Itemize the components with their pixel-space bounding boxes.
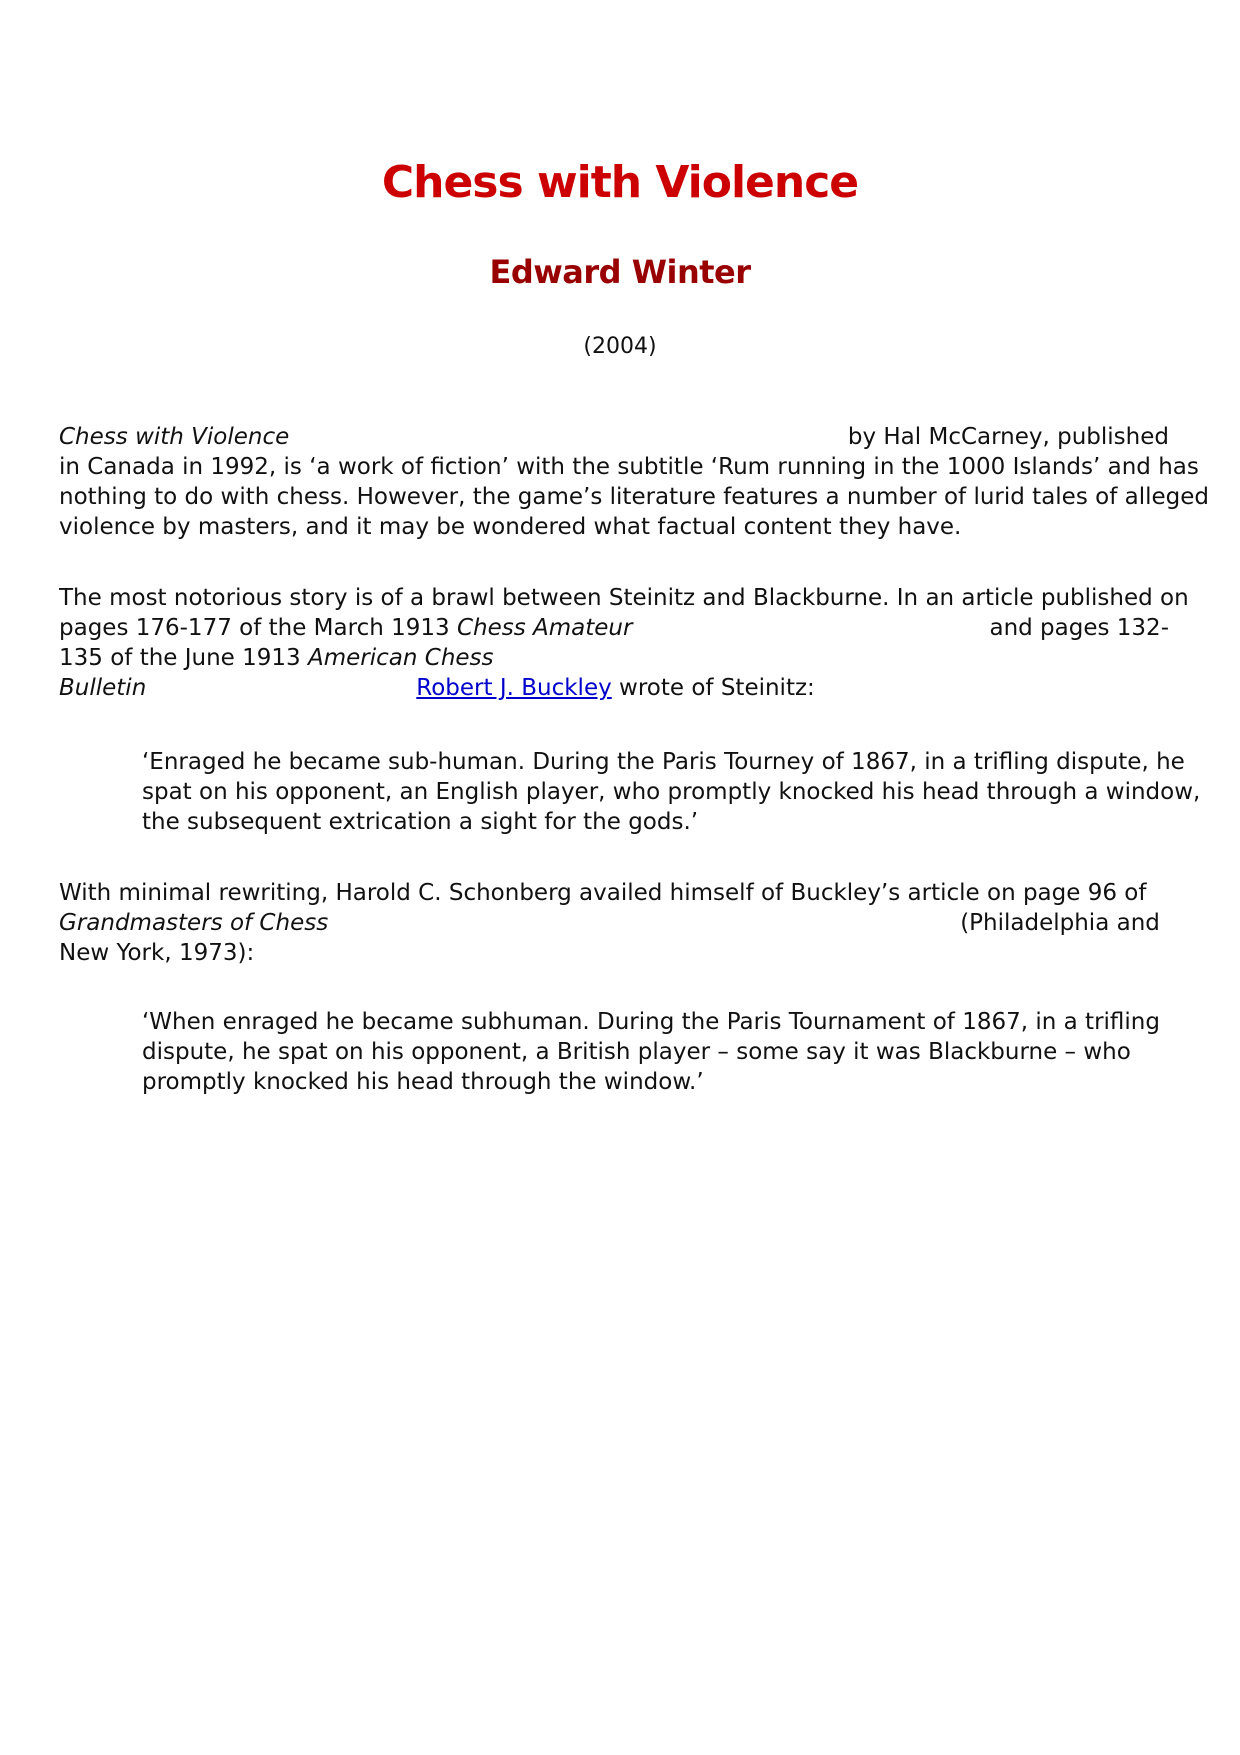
brawl-line-4 (59, 673, 1169, 703)
author-name: Edward Winter (489, 253, 751, 291)
brawl-line-2-left (59, 613, 632, 643)
document-title: Chess with Violence (381, 157, 859, 208)
intro-line-4: violence by masters, and it may be wondered what factual content they have. (59, 514, 962, 540)
paragraph-schonberg (59, 878, 1169, 968)
bulletin-italic: Bulletin (59, 675, 147, 701)
quote1-line-2: spat on his opponent, an English player, who promptly knocked his head through a window, (142, 779, 1201, 805)
brawl-line-4-right: wrote of Steinitz: (611, 675, 815, 701)
intro-line-3: nothing to do with chess. However, the game’s literature features a number of lurid tales of alleged (59, 484, 1209, 510)
intro-line-2: in Canada in 1992, is ‘a work of fiction’ with the subtitle ‘Rum running in the 1000 Islands’ and has (59, 454, 1199, 480)
publication-year: (2004) (583, 334, 657, 359)
quote2-line-3: promptly knocked his head through the window.’ (142, 1069, 704, 1095)
book-title-italic: Chess with Violence (59, 424, 290, 450)
grandmasters-italic: Grandmasters of Chess (59, 910, 329, 936)
schonberg-line-1: With minimal rewriting, Harold C. Schonberg availed himself of Buckley’s article on page 96 of (59, 880, 1147, 906)
quote-schonberg (142, 1007, 1172, 1097)
quote2-line-1: ‘When enraged he became subhuman. During the Paris Tournament of 1867, in a trifling (142, 1009, 1160, 1035)
brawl-line-2-right: and pages 132- (989, 615, 1169, 641)
american-chess-italic: American Chess (308, 645, 494, 671)
intro-line-1-right: by Hal McCarney, published (847, 424, 1169, 450)
quote1-line-1: ‘Enraged he became sub-human. During the Paris Tourney of 1867, in a trifling dispute, he (142, 749, 1185, 775)
quote-buckley (142, 747, 1201, 837)
brawl-line-1: The most notorious story is of a brawl between Steinitz and Blackburne. In an article published on (59, 585, 1189, 611)
brawl-line-2-text: pages 176-177 of the March 1913 (59, 615, 457, 641)
chess-amateur-italic: Chess Amateur (456, 615, 633, 641)
schonberg-line-2-right: (Philadelphia and (960, 910, 1160, 936)
buckley-link[interactable]: Robert J. Buckley (416, 675, 612, 701)
paragraph-intro (59, 422, 1209, 542)
quote1-line-3: the subsequent extrication a sight for the gods.’ (142, 809, 699, 835)
brawl-line-2 (59, 613, 1169, 643)
brawl-line-3 (59, 643, 1169, 673)
schonberg-line-3: New York, 1973): (59, 940, 255, 966)
quote2-line-2: dispute, he spat on his opponent, a British player – some say it was Blackburne – who (142, 1039, 1131, 1065)
intro-line-1 (59, 422, 1169, 452)
brawl-line-3-text: 135 of the June 1913 (59, 645, 308, 671)
schonberg-line-2 (59, 908, 1169, 938)
paragraph-brawl (59, 583, 1189, 703)
